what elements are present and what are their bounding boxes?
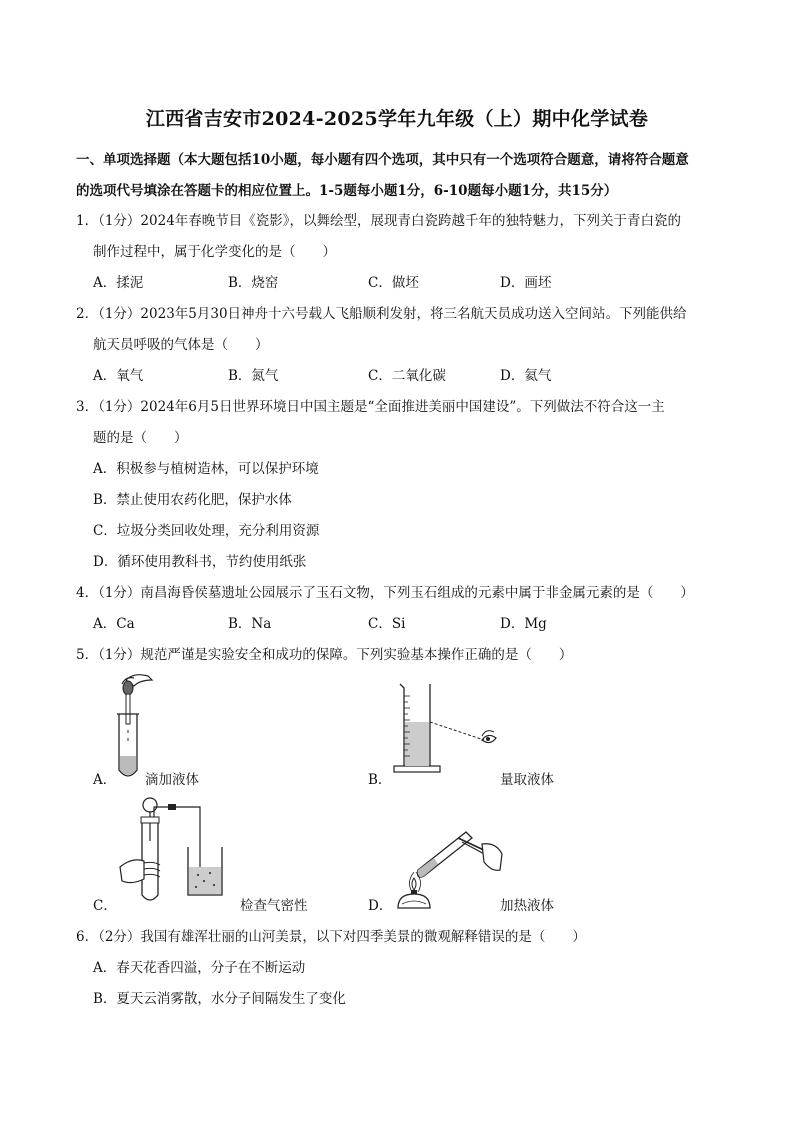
question-5-figure-d-letter[interactable]: D． — [368, 898, 393, 914]
question-6-option-a[interactable]: A．春天花香四溢，分子在不断运动 — [93, 960, 306, 976]
figure-heating-liquid — [388, 818, 508, 910]
page-title: 江西省吉安市2024-2025学年九年级（上）期中化学试卷 — [145, 108, 649, 130]
question-6-option-b[interactable]: B．夏天云消雾散，水分子间隔发生了变化 — [93, 991, 346, 1007]
question-2-option-a[interactable]: A．氧气 — [93, 368, 144, 384]
figure-measuring-liquid — [390, 682, 510, 778]
question-3-option-d[interactable]: D．循环使用教科书，节约使用纸张 — [93, 554, 307, 570]
question-3-option-a[interactable]: A．积极参与植树造林，可以保护环境 — [93, 461, 319, 477]
question-4-option-c[interactable]: C．Si — [368, 616, 406, 632]
question-2-line2: 航天员呼吸的气体是（ ） — [93, 337, 269, 353]
question-5-figure-c-caption: 检查气密性 — [240, 898, 308, 914]
question-2-line1: 2．（1分）2023年5月30日神舟十六号载人飞船顺利发射，将三名航天员成功送入空间站。下列能供给 — [76, 306, 687, 322]
section-header-line1: 一、单项选择题（本大题包括10小题，每小题有四个选项，其中只有一个选项符合题意，请将符合题意 — [76, 152, 689, 168]
question-2-option-c[interactable]: C．二氧化碳 — [368, 368, 446, 384]
question-5-figure-c-letter[interactable]: C． — [93, 898, 117, 914]
question-5-figure-d-caption: 加热液体 — [500, 898, 554, 914]
question-4-option-d[interactable]: D．Mg — [500, 616, 547, 632]
figure-dropping-liquid — [104, 670, 164, 782]
question-1-option-b[interactable]: B．烧窑 — [228, 275, 279, 291]
question-1-option-d[interactable]: D．画坯 — [500, 275, 552, 291]
question-3-option-b[interactable]: B．禁止使用农药化肥，保护水体 — [93, 492, 292, 508]
question-1-line1: 1．（1分）2024年春晚节目《瓷影》，以舞绘型，展现青白瓷跨越千年的独特魅力，下列关于青白瓷的 — [76, 213, 682, 229]
question-6-line1: 6．（2分）我国有雄浑壮丽的山河美景，以下对四季美景的微观解释错误的是（ ） — [76, 929, 586, 945]
question-5-figure-b-caption: 量取液体 — [500, 772, 554, 788]
question-2-option-d[interactable]: D．氦气 — [500, 368, 552, 384]
question-3-line2: 题的是（ ） — [93, 430, 188, 446]
question-4-option-a[interactable]: A．Ca — [93, 616, 135, 632]
section-header-line2: 的选项代号填涂在答题卡的相应位置上。1-5题每小题1分，6-10题每小题1分，共15分） — [76, 183, 618, 199]
question-5-figure-a-letter[interactable]: A． — [93, 772, 117, 788]
question-5-figure-a-caption: 滴加液体 — [145, 772, 199, 788]
question-1-option-a[interactable]: A．揉泥 — [93, 275, 144, 291]
question-3-line1: 3．（1分）2024年6月5日世界环境日中国主题是“全面推进美丽中国建设”。下列做法不符合这一主 — [76, 399, 665, 415]
question-4-line1: 4．（1分）南昌海昏侯墓遗址公园展示了玉石文物，下列玉石组成的元素中属于非金属元素的是（ ） — [76, 585, 694, 601]
question-5-line1: 5．（1分）规范严谨是实验安全和成功的保障。下列实验基本操作正确的是（ ） — [76, 647, 573, 663]
question-2-option-b[interactable]: B．氮气 — [228, 368, 279, 384]
figure-checking-airtightness — [118, 795, 238, 907]
question-1-option-c[interactable]: C．做坯 — [368, 275, 419, 291]
question-4-option-b[interactable]: B．Na — [228, 616, 272, 632]
question-3-option-c[interactable]: C．垃圾分类回收处理，充分利用资源 — [93, 523, 320, 539]
question-5-figure-b-letter[interactable]: B． — [368, 772, 392, 788]
question-1-line2: 制作过程中，属于化学变化的是（ ） — [93, 244, 336, 260]
